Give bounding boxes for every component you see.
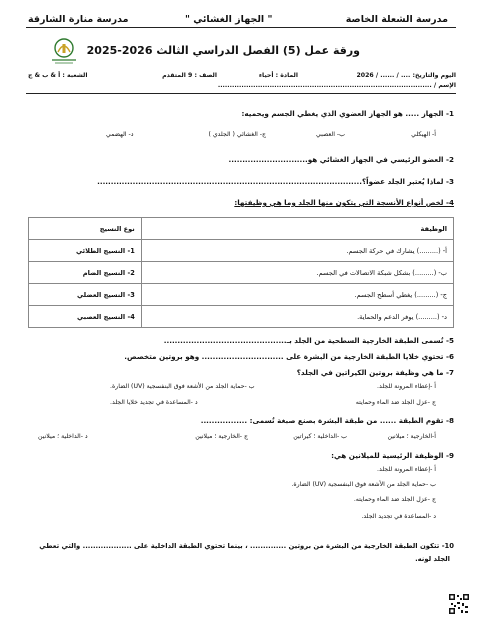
subject-label: المادة : أحياء xyxy=(258,72,298,79)
tissue-cell: 2- النسيج الضام xyxy=(29,262,142,284)
function-cell[interactable]: د- (.........) يوفر الدعم والحماية. xyxy=(141,306,453,328)
student-name-field[interactable]: الإسم / ........................................................................................... xyxy=(217,82,456,89)
q1-option-d[interactable]: د- الهضمي xyxy=(106,131,134,138)
q7-option-b[interactable]: ب -حماية الجلد من الأشعة فوق البنفسجية (UV) الضارة. xyxy=(110,383,255,390)
question-8: 8- تقوم الطبقة ...... من طبقة البشرة بصنع صبغة تُسمى: ................. xyxy=(200,416,454,425)
question-7: 7- ما هي وظيفة بروتين الكيراتين في الجلد؟ xyxy=(296,368,454,377)
day-date-field[interactable]: اليوم والتاريخ: .... / ...... / 2026 xyxy=(356,72,456,79)
question-3: 3- لماذا يُعتبر الجلد عضواً؟................................................................................................. xyxy=(97,177,454,186)
q1-option-c[interactable]: ج- الغشائي ( الجلدي ) xyxy=(208,131,266,138)
school-name-left: مدرسة منارة الشارقة xyxy=(28,14,129,25)
tissue-table xyxy=(28,217,454,328)
q7-option-c[interactable]: ج -عزل الجلد ضد الماء وحمايته xyxy=(355,399,436,406)
school-logo xyxy=(46,36,82,66)
question-2: 2- العضو الرئيسي في الجهاز الغشائي هو............................. xyxy=(228,155,454,164)
q8-option-c[interactable]: ج -الخارجية ؛ ميلانين xyxy=(195,433,248,440)
table-header-row xyxy=(29,218,454,240)
q1-option-a[interactable]: أ- الهيكلي xyxy=(411,131,436,138)
question-1: 1- الجهاز ..... هو الجهاز العضوي الذي يغطي الجسم ويحميه: xyxy=(241,109,454,118)
tissue-cell: 3- النسيج العضلي xyxy=(29,284,142,306)
header-function: الوظيفة xyxy=(141,218,453,240)
function-cell[interactable]: ب- (.........) بشكل شبكة الاتصالات في الجسم. xyxy=(141,262,453,284)
question-6: 6- تحتوي خلايا الطبقة الخارجية من البشرة على .............................. وهو بروتين متخصص. xyxy=(124,352,454,361)
q7-option-a[interactable]: أ -إعطاء المرونة للجلد. xyxy=(377,383,436,390)
question-10-line-2: الجلد لونه. xyxy=(415,555,450,563)
q7-option-d[interactable]: د -المساعدة في تجديد خلايا الجلد. xyxy=(110,399,198,406)
school-name-right: مدرسة الشعلة الخاصة xyxy=(345,14,448,25)
q1-option-b[interactable]: ب- العصبي xyxy=(315,131,345,138)
info-divider xyxy=(26,93,456,94)
q8-option-a[interactable]: أ-الخارجية ؛ ميلانين xyxy=(387,433,436,440)
question-5: 5- تُسمى الطبقة الخارجية السطحية من الجلد بـ............................................. xyxy=(163,336,454,345)
table-row xyxy=(29,240,454,262)
q9-option-d[interactable]: د -المساعدة في تجديد الجلد. xyxy=(361,513,436,520)
function-cell[interactable]: ج- (.........) يغطي أسطح الجسم. xyxy=(141,284,453,306)
worksheet-subtitle: ورقة عمل (5) الفصل الدراسي الثالث 2026-2025 xyxy=(86,44,360,57)
q9-option-a[interactable]: أ -إعطاء المرونة للجلد. xyxy=(377,466,436,473)
header-divider xyxy=(26,27,456,28)
q8-option-d[interactable]: د -الداخلية ؛ ميلانين xyxy=(38,433,88,440)
header-tissue: نوع النسيج xyxy=(29,218,142,240)
qr-code-icon xyxy=(448,593,470,615)
q9-option-c[interactable]: ج -عزل الجلد ضد الماء وحمايته. xyxy=(353,496,436,503)
table-row xyxy=(29,262,454,284)
question-4: 4- لخص أنواع الأنسجة التي يتكون منها الجلد وما هي وظيفتها: xyxy=(234,198,454,207)
q9-option-b[interactable]: ب -حماية الجلد من الأشعة فوق البنفسجية (UV) الضارة. xyxy=(291,481,436,488)
q8-option-b[interactable]: ب -الداخلية ؛ كيراتين xyxy=(293,433,347,440)
tissue-cell: 1- النسيج الطلائي xyxy=(29,240,142,262)
question-9: 9- الوظيفة الرئيسية للميلانين هي: xyxy=(331,451,454,460)
function-cell[interactable]: أ- (.........) يشارك في حركة الجسم. xyxy=(141,240,453,262)
section-label: الشعبة : أ & ب & ج xyxy=(28,72,88,79)
grade-label: الصف : 9 المتقدم xyxy=(162,72,217,79)
worksheet-title: " الجهاز الغشائي " xyxy=(185,14,273,25)
tissue-cell: 4- النسيج العصبي xyxy=(29,306,142,328)
table-row xyxy=(29,284,454,306)
question-10-line-1: 10- تتكون الطبقة الخارجية من البشرة من بروتين .............. ، بينما تحتوي الطبقة الداخلية على ................... والتي تعطي xyxy=(39,542,454,550)
table-row xyxy=(29,306,454,328)
